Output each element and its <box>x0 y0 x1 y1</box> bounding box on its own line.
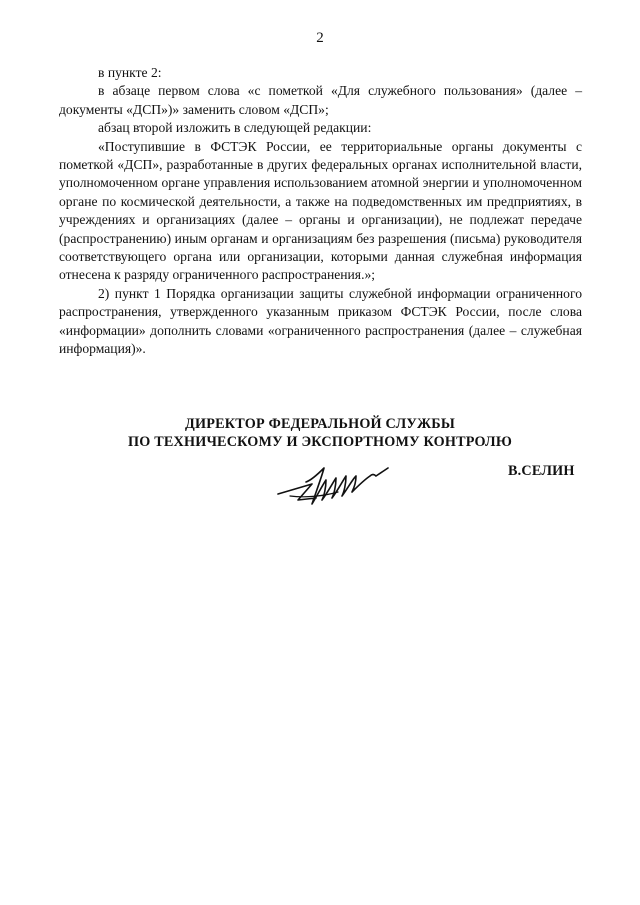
handwritten-signature-icon <box>276 458 400 518</box>
document-body <box>59 64 582 359</box>
signer-name: В.СЕЛИН <box>508 463 575 479</box>
paragraph-second-abzac-intro: абзац второй изложить в следующей редакции: <box>98 120 372 136</box>
paragraph-item-clause-2: в пункте 2: <box>98 65 162 80</box>
signatory-title-line-2: ПО ТЕХНИЧЕСКОМУ И ЭКСПОРТНОМУ КОНТРОЛЮ <box>127 434 512 450</box>
paragraph-item-2-amendment: 2) пункт 1 Порядка организации защиты служебной информации ограниченного распространения, утвержденного указанным приказом ФСТЭК России, после слова «информации» дополнить словами «ограниченного распространения (далее – служебная информация)». <box>59 285 582 357</box>
signatory-title <box>0 415 640 451</box>
signatory-title-line-1: ДИРЕКТОР ФЕДЕРАЛЬНОЙ СЛУЖБЫ <box>185 416 455 432</box>
page-number: 2 <box>316 30 324 46</box>
paragraph-new-wording-quote: «Поступившие в ФСТЭК России, ее территориальные органы документы с пометкой «ДСП», разработанные в других федеральных органах исполнительной власти, уполномоченном органе управления использованием атомной энергии и уполномоченном органе по космической деятельности, а также на подведомственных им предприятиях, в учреждениях и организациях (далее – органы и организации), не подлежат передаче (распространению) иным органам и организациям без разрешения (письма) руководителя соответствующего органа или организации, которыми данная служебная информация отнесена к разряду ограниченного распространения.»; <box>59 138 582 283</box>
paragraph-first-abzac-change: в абзаце первом слова «с пометкой «Для служебного пользования» (далее – документы «ДСП»)» заменить словом «ДСП»; <box>59 83 582 117</box>
